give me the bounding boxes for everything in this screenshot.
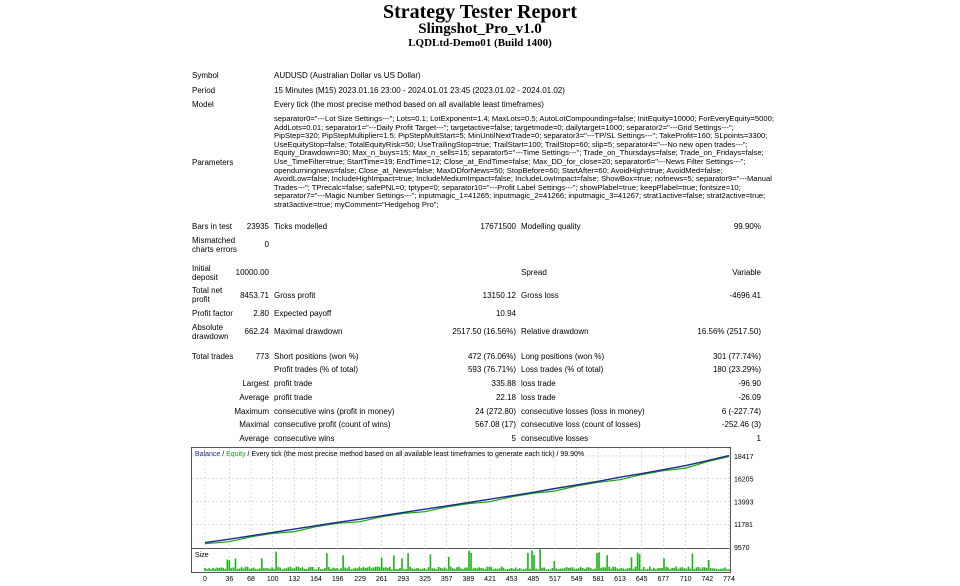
- mismatch-label-2: charts errors: [192, 245, 237, 254]
- short-label: Short positions (won %): [274, 352, 359, 361]
- ea-name: Slingshot_Pro_v1.0: [418, 21, 542, 37]
- symbol-label: Symbol: [192, 71, 219, 80]
- x-tick-label: 100: [266, 576, 279, 583]
- losstrades-label: Loss trades (% of total): [521, 365, 604, 374]
- y-tick-label: 9570: [734, 545, 750, 552]
- quality-label: Modelling quality: [521, 222, 581, 231]
- x-tick-label: 677: [657, 576, 670, 583]
- max-cons-losses-value: 6 (-227.74): [721, 407, 761, 416]
- largest-loss-label: loss trade: [521, 379, 556, 388]
- short-value: 472 (76.06%): [467, 352, 516, 361]
- profitfactor-value: 2.80: [253, 309, 269, 318]
- x-tick-label: 485: [527, 576, 540, 583]
- ticks-label: Ticks modelled: [274, 222, 328, 231]
- average2-label: Average: [239, 434, 269, 443]
- avg-cons-wins-label: consecutive wins: [274, 434, 335, 443]
- largest-profit-label: profit trade: [274, 379, 313, 388]
- chart-legend: [195, 451, 584, 458]
- size-label: Size: [195, 552, 209, 559]
- model-value: Every tick (the most precise method based on all available least timeframes): [274, 100, 544, 109]
- average-label: Average: [239, 393, 269, 402]
- absdd-value: 662.24: [244, 327, 269, 336]
- balance-equity-chart: [191, 447, 765, 586]
- netprofit-label-1: Total net: [192, 286, 223, 295]
- x-tick-label: 453: [505, 576, 518, 583]
- maximum-label: Maximum: [234, 407, 269, 416]
- legend-sep: /: [220, 451, 227, 458]
- x-tick-label: 164: [310, 576, 322, 583]
- broker-build: LQDLtd-Demo01 (Build 1400): [408, 37, 552, 49]
- largest-label: Largest: [242, 379, 269, 388]
- legend-balance: Balance: [195, 451, 221, 458]
- long-value: 301 (77.74%): [712, 352, 761, 361]
- avg-cons-losses-label: consecutive losses: [521, 434, 589, 443]
- expectedpayoff-value: 10.94: [495, 309, 516, 318]
- parameters-label: Parameters: [192, 158, 234, 167]
- long-label: Long positions (won %): [521, 352, 605, 361]
- period-value: 15 Minutes (M15) 2023.01.16 23:00 - 2024.01.01 23:45 (2023.01.02 - 2024.01.02): [274, 86, 565, 95]
- totaltrades-label: Total trades: [192, 352, 234, 361]
- legend-rest: / Every tick (the most precise method based on all available least timeframes to generate each tick) / 99.90%: [245, 451, 585, 458]
- average-loss-value: -26.09: [738, 393, 761, 402]
- legend-equity: Equity: [226, 451, 246, 458]
- maxdd-label: Maximal drawdown: [274, 327, 343, 336]
- largest-profit-value: 335.88: [491, 379, 516, 388]
- x-tick-label: 581: [592, 576, 605, 583]
- x-tick-label: 710: [679, 576, 692, 583]
- netprofit-value: 8453.71: [240, 291, 269, 300]
- ticks-value: 17671500: [480, 222, 516, 231]
- model-label: Model: [192, 100, 214, 109]
- y-tick-label: 11781: [734, 522, 753, 530]
- chart-frame: [192, 448, 731, 573]
- max-cons-profit-value: 567.08 (17): [475, 420, 516, 429]
- profittrades-value: 593 (76.71%): [467, 365, 516, 374]
- avg-cons-wins-value: 5: [511, 434, 516, 443]
- mismatch-value: 0: [264, 240, 269, 249]
- max-cons-wins-label: consecutive wins (profit in money): [274, 407, 395, 416]
- x-tick-label: 196: [331, 576, 344, 583]
- losstrades-value: 180 (23.29%): [712, 365, 761, 374]
- average-profit-value: 22.18: [495, 393, 516, 402]
- spread-label: Spread: [521, 268, 547, 277]
- x-tick-label: 0: [203, 576, 207, 583]
- max-cons-wins-value: 24 (272.80): [475, 407, 516, 416]
- x-tick-label: 229: [354, 576, 366, 583]
- x-tick-label: 742: [701, 576, 714, 583]
- average-profit-label: profit trade: [274, 393, 313, 402]
- x-tick-label: 325: [419, 576, 431, 583]
- largest-loss-value: -96.90: [738, 379, 761, 388]
- parameters-value: separator0="---Lot Size Settings---"; Lots=0.1; LotExponent=1.4; MaxLots=0.5; AutoLotCompounding=false; InitEquity=10000; ForEveryEquity=5000; AddLots=0.01; separator1="---Daily Profit Target---"; targetactive=false; targetmode=0; dailytarget=1000; separator2="---Grid Settings---"; PipStep=320; PipStepMultiplier=1.5; PipStepMultStart=5; MinUntilNextTrade=0; separator3="---TP/SL Settings---"; TakeProfit=160; SLpoints=3300; UseEquityStop=false; TotalEquityRisk=50; UseTrailingStop=true; TrailStart=100; TrailStop=60; slip=5; separator4="---No new open trades---"; Equity_Drawdown=30; Max_n_buys=15; Max_n_sells=15; separator5="---Time Settings---"; Trade_on_Thursdays=false; Trade_on_Fridays=false; Use_TimeFilter=true; StartTime=19; EndTime=12; Close_at_EndTime=false; Max_DD_for_close=20; separator6="---News Filter Settings---"; opendurningnews=false; Close_at_News=false; MaxDDforNews=50; StopBefore=60; StartAfter=60; AvoidHigh=true; AvoidMed=false; AvoidLow=false; IncludeHighImpact=true; IncludeMediumImpact=false; IncludeLowImpact=false; ShowBox=true; nofnews=5; separator9="---Manual Trades---"; TPrecalc=false; safePNL=0; tptype=0; separator10="---Profit Label Settings---"; showPlabel=true; keepPlabel=true; fontsize=10; separator7="---Magic Number Settings---"; inputmagic_1=41265; inputmagic_2=41266; inputmagic_3=41267; strat1active=false; strat2active=true; strat3active=true; myComment="Hedgehog Pro";: [274, 114, 774, 209]
- x-tick-label: 68: [247, 576, 255, 583]
- deposit-value: 10000.00: [235, 268, 269, 277]
- x-tick-label: 645: [635, 576, 648, 583]
- x-tick-label: 261: [375, 576, 388, 583]
- grossloss-value: -4696.41: [729, 291, 761, 300]
- x-tick-label: 389: [462, 576, 475, 583]
- y-tick-label: 18417: [734, 453, 754, 461]
- deposit-label-1: Initial: [192, 264, 211, 273]
- grossprofit-label: Gross profit: [274, 291, 316, 300]
- x-tick-label: 132: [288, 576, 301, 583]
- absdd-label-2: drawdown: [192, 332, 229, 341]
- x-tick-label: 36: [225, 576, 234, 583]
- x-tick-label: 517: [549, 576, 561, 583]
- max-cons-losses-label: consecutive losses (loss in money): [521, 407, 645, 416]
- expectedpayoff-label: Expected payoff: [274, 309, 332, 318]
- grossloss-label: Gross loss: [521, 291, 559, 300]
- x-tick-label: 549: [570, 576, 583, 583]
- mismatch-label-1: Mismatched: [192, 236, 236, 245]
- period-label: Period: [192, 86, 216, 95]
- totaltrades-value: 773: [255, 352, 269, 361]
- spread-value: Variable: [732, 268, 761, 277]
- quality-value: 99.90%: [733, 222, 761, 231]
- x-tick-label: 421: [484, 576, 496, 583]
- max-cons-profit-label: consecutive profit (count of wins): [274, 420, 391, 429]
- netprofit-label-2: profit: [192, 295, 210, 304]
- bars-value: 23935: [246, 222, 269, 231]
- y-tick-label: 13993: [734, 499, 754, 507]
- deposit-label-2: deposit: [192, 273, 218, 282]
- bars-label: Bars in test: [192, 222, 233, 231]
- x-tick-label: 357: [440, 576, 453, 583]
- symbol-value: AUDUSD (Australian Dollar vs US Dollar): [274, 71, 421, 80]
- x-tick-label: 774: [723, 576, 735, 583]
- avg-cons-losses-value: 1: [756, 434, 761, 443]
- max-cons-loss-value: -252.46 (3): [721, 420, 761, 429]
- average-loss-label: loss trade: [521, 393, 556, 402]
- report-title: Strategy Tester Report: [382, 1, 578, 23]
- maximal-label: Maximal: [239, 420, 269, 429]
- maxdd-value: 2517.50 (16.56%): [452, 327, 516, 336]
- grossprofit-value: 13150.12: [482, 291, 516, 300]
- reldd-label: Relative drawdown: [521, 327, 589, 336]
- reldd-value: 16.56% (2517.50): [697, 327, 761, 336]
- max-cons-loss-label: consecutive loss (count of losses): [521, 420, 641, 429]
- profittrades-label: Profit trades (% of total): [274, 365, 359, 374]
- absdd-label-1: Absolute: [192, 323, 224, 332]
- y-tick-label: 16205: [734, 476, 754, 484]
- x-tick-label: 293: [397, 576, 410, 583]
- profitfactor-label: Profit factor: [192, 309, 233, 318]
- x-tick-label: 613: [614, 576, 626, 583]
